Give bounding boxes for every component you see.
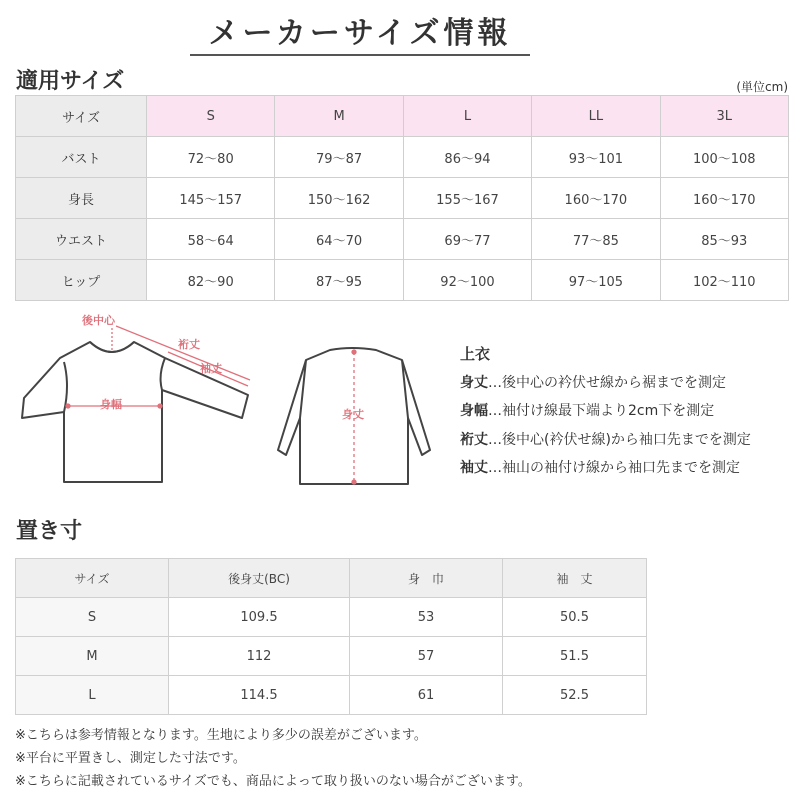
term-text: …袖山の袖付け線から袖口先までを測定 (488, 460, 740, 476)
title-underline (190, 54, 530, 56)
size-table-header (16, 96, 789, 137)
table-cell: 69〜77 (403, 219, 531, 260)
table-cell: 109.5 (169, 598, 350, 637)
term-text: …袖付け線最下端より2cm下を測定 (488, 403, 715, 419)
term-yuki: 裄丈 (460, 431, 488, 448)
table-cell: 160〜170 (532, 178, 660, 219)
size-col-header: 3L (660, 96, 788, 137)
term-mihaba: 身幅 (460, 403, 488, 419)
table-cell: 85〜93 (660, 219, 788, 260)
table-cell: 114.5 (169, 676, 350, 715)
garment-diagram (0, 300, 450, 500)
note-line: ※平台に平置きし、測定した寸法です。 (15, 751, 246, 766)
row-label: バスト (16, 137, 147, 178)
size-section-heading: 適用サイズ (16, 69, 125, 94)
note-line: ※こちらは参考情報となります。生地により多少の誤差がございます。 (15, 728, 427, 743)
table-cell: 57 (350, 637, 503, 676)
table-cell: 64〜70 (275, 219, 403, 260)
table-row (16, 260, 789, 301)
table-cell: 86〜94 (403, 137, 531, 178)
description-line (460, 426, 751, 455)
header-cell: 後身丈(BC) (169, 559, 350, 598)
size-col-header: M (275, 96, 403, 137)
label-mihaba: 身幅 (100, 398, 122, 411)
table-cell: 51.5 (503, 637, 647, 676)
note-line: ※こちらに記載されているサイズでも、商品によって取り扱いのない場合がございます。 (15, 774, 531, 789)
table-cell: 52.5 (503, 676, 647, 715)
table-cell: 82〜90 (147, 260, 275, 301)
measurement-description (460, 340, 751, 483)
row-label: M (16, 637, 169, 676)
table-cell: 72〜80 (147, 137, 275, 178)
label-sode: 袖丈 (200, 362, 222, 375)
unit-label: (単位cm) (736, 80, 788, 94)
table-cell: 160〜170 (660, 178, 788, 219)
table-cell: 112 (169, 637, 350, 676)
label-mitake: 身丈 (342, 408, 364, 421)
term-text: …後中心(衿伏せ線)から袖口先までを測定 (488, 431, 751, 448)
table-row (16, 598, 647, 637)
label-back-center: 後中心 (82, 314, 115, 327)
header-label: サイズ (16, 96, 147, 137)
table-cell: 79〜87 (275, 137, 403, 178)
measure-lines (66, 326, 250, 408)
table-cell: 150〜162 (275, 178, 403, 219)
table-cell: 155〜167 (403, 178, 531, 219)
notes (15, 724, 531, 793)
label-yuki: 裄丈 (178, 338, 200, 351)
row-label: S (16, 598, 169, 637)
size-col-header: L (403, 96, 531, 137)
description-heading: 上衣 (460, 345, 491, 363)
description-line (460, 397, 751, 426)
oki-table (15, 558, 647, 715)
row-label: L (16, 676, 169, 715)
term-text: …後中心の衿伏せ線から裾までを測定 (488, 374, 726, 391)
table-cell: 61 (350, 676, 503, 715)
term-mitake: 身丈 (460, 374, 488, 391)
table-cell: 50.5 (503, 598, 647, 637)
row-label: ヒップ (16, 260, 147, 301)
table-cell: 53 (350, 598, 503, 637)
table-row (16, 676, 647, 715)
table-cell: 102〜110 (660, 260, 788, 301)
oki-section-heading: 置き寸 (16, 519, 83, 544)
size-col-header: LL (532, 96, 660, 137)
header-cell: サイズ (16, 559, 169, 598)
size-col-header: S (147, 96, 275, 137)
table-cell: 145〜157 (147, 178, 275, 219)
table-cell: 93〜101 (532, 137, 660, 178)
description-line (460, 454, 751, 483)
row-label: 身長 (16, 178, 147, 219)
table-row (16, 178, 789, 219)
header-cell: 身 巾 (350, 559, 503, 598)
table-row (16, 637, 647, 676)
table-cell: 77〜85 (532, 219, 660, 260)
table-cell: 97〜105 (532, 260, 660, 301)
table-row (16, 137, 789, 178)
table-cell: 92〜100 (403, 260, 531, 301)
row-label: ウエスト (16, 219, 147, 260)
header-cell: 袖 丈 (503, 559, 647, 598)
description-line (460, 369, 751, 398)
table-cell: 100〜108 (660, 137, 788, 178)
table-cell: 87〜95 (275, 260, 403, 301)
term-sode: 袖丈 (460, 460, 488, 476)
oki-table-header (16, 559, 647, 598)
table-cell: 58〜64 (147, 219, 275, 260)
page-title: メーカーサイズ情報 (208, 16, 512, 51)
size-table (15, 95, 789, 301)
table-row (16, 219, 789, 260)
